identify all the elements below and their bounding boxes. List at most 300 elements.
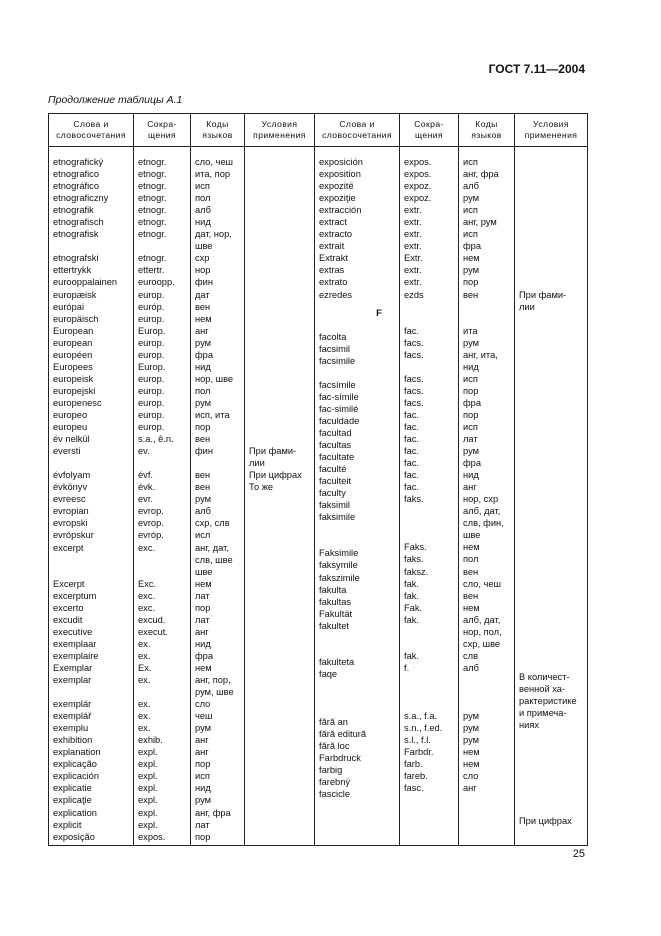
cell-line: рум	[195, 494, 212, 505]
cell-line: explicaţie	[53, 795, 92, 806]
cell-line: Farbdruck	[319, 753, 361, 764]
cell-line: фра	[463, 458, 481, 469]
cell-line: extr.	[404, 229, 422, 240]
cell-line: Extr.	[404, 253, 423, 264]
cell-line: рум	[463, 711, 480, 722]
right-codes-f	[463, 325, 514, 795]
cell-line: алб	[463, 181, 479, 192]
cell-line	[53, 240, 133, 252]
cell-line: пор	[463, 385, 479, 396]
cell-line	[404, 698, 458, 710]
cell-line	[319, 644, 399, 656]
cell-line: fac.	[404, 325, 419, 336]
cell-line: анг	[463, 783, 477, 794]
abbreviation-table	[48, 113, 588, 846]
cell-line: алб	[195, 205, 211, 216]
cell-line: пор	[195, 831, 211, 842]
cell-line: слв, шве	[195, 554, 233, 565]
cell-line: При фами-	[519, 290, 567, 300]
cell-line: анг, фра	[195, 807, 231, 818]
right-abbreviations-column	[400, 156, 459, 845]
cell-line	[53, 457, 133, 469]
cell-line: facs.	[404, 373, 424, 384]
cell-line	[404, 686, 458, 698]
cell-line: вен	[463, 590, 479, 601]
cell-line: executive	[53, 626, 93, 637]
right-abbrs-e	[404, 156, 458, 301]
cell-line: extract	[319, 217, 347, 228]
cell-line: etnografický	[53, 157, 104, 167]
cell-line: expos.	[404, 157, 432, 167]
cell-line: eurоopp.	[138, 277, 175, 288]
cell-line: etnografik	[53, 205, 94, 216]
cell-line: рум	[463, 723, 480, 734]
cell-line: faks.	[404, 494, 424, 505]
cell-line: farb.	[404, 759, 423, 770]
cell-line	[319, 367, 399, 379]
cell-line: európai	[53, 301, 85, 312]
cell-line: нем	[195, 578, 212, 589]
cell-line: etnogr.	[138, 157, 167, 167]
cell-line: сло	[195, 699, 211, 710]
cell-line: etnografico	[53, 169, 99, 180]
cell-line: рум	[195, 723, 212, 734]
cell-line: сло	[463, 771, 479, 782]
cell-line: ettertr.	[138, 265, 165, 276]
cell-line: ex.	[138, 711, 151, 722]
cell-line: анг, ита,	[463, 349, 498, 360]
cell-line: exemplaire	[53, 650, 99, 661]
cell-line	[319, 704, 399, 716]
cell-line: europ.	[138, 313, 165, 324]
cell-line: фра	[463, 241, 481, 252]
cell-line: europäisch	[53, 313, 99, 324]
left-codes-column	[191, 156, 245, 845]
cell-line: facsimile	[319, 355, 356, 366]
cell-line: s.l., f.l.	[404, 735, 431, 746]
cell-line: нид	[463, 361, 479, 372]
cell-line: fak.	[404, 650, 419, 661]
cell-line: excerptum	[53, 590, 97, 601]
cell-line: europ.	[138, 422, 165, 433]
cell-line: etnogr.	[138, 253, 167, 264]
cell-line: нем	[195, 662, 212, 673]
cell-line: facs.	[404, 349, 424, 360]
cell-line	[404, 517, 458, 529]
cell-line: fac.	[404, 433, 419, 444]
cell-line: fasc.	[404, 783, 424, 794]
cell-line	[463, 698, 514, 710]
cell-line: faks.	[404, 554, 424, 565]
cell-line: ex.	[138, 723, 151, 734]
cell-line: exc.	[138, 590, 156, 601]
cell-line: схр, слв	[195, 518, 230, 529]
cell-line: Extrakt	[319, 253, 348, 264]
cell-line: fac.	[404, 458, 419, 469]
cell-line: fac.	[404, 470, 419, 481]
cell-line: exemplu	[53, 723, 89, 734]
right-conditions-column	[515, 156, 588, 845]
right-conditions-f1	[519, 671, 587, 731]
cell-line: fak.	[404, 590, 419, 601]
cell-line: ита	[463, 325, 478, 336]
cell-line: expl.	[138, 807, 158, 818]
cell-line: etnografisch	[53, 217, 104, 228]
cell-line: excud.	[138, 614, 166, 625]
cell-line: fac.	[404, 421, 419, 432]
cell-line: фин	[195, 277, 213, 288]
cell-line: ex.	[138, 699, 151, 710]
cell-line: рум	[195, 337, 212, 348]
cell-line: etnogr.	[138, 181, 167, 192]
cell-line: анг, дат,	[195, 542, 229, 553]
cell-line: faksimil	[319, 500, 350, 511]
right-words-e	[319, 156, 399, 301]
cell-line: etnográfico	[53, 181, 99, 192]
cell-line: evreesc	[53, 494, 86, 505]
cell-line: fără loc	[319, 741, 350, 752]
cell-line: facsímile	[319, 379, 356, 390]
right-abbrs-f	[404, 325, 458, 795]
cell-line: пор	[195, 422, 211, 433]
cell-line: алб	[463, 662, 479, 673]
cell-line: венной ха-	[519, 684, 566, 695]
cell-line: нем	[463, 253, 480, 264]
cell-line: expoz.	[404, 181, 432, 192]
cell-line: фин	[195, 446, 213, 457]
cell-line: farebný	[319, 777, 351, 788]
cell-line: europ.	[138, 373, 165, 384]
cell-line: europæisk	[53, 289, 97, 300]
cell-line	[138, 457, 190, 469]
cell-line: схр, шве	[463, 638, 501, 649]
cell-line: exemplár	[53, 699, 92, 710]
cell-line: europeo	[53, 409, 88, 420]
cell-line: рум	[463, 265, 480, 276]
cell-line: european	[53, 337, 93, 348]
cell-line: europeisk	[53, 373, 94, 384]
cell-line: слв	[463, 650, 479, 661]
cell-line: При цифрах	[519, 816, 572, 827]
cell-line: рум	[463, 193, 480, 204]
cell-line: дат	[195, 289, 210, 300]
cell-line: etnogr.	[138, 169, 167, 180]
cell-line: ettertrykk	[53, 265, 92, 276]
cell-line: faksimile	[319, 512, 356, 523]
cell-line	[138, 554, 190, 566]
cell-line: При цифрах	[249, 470, 302, 481]
cell-line	[195, 457, 244, 469]
cell-line: анг, пор,	[195, 675, 231, 686]
cell-line: facultad	[319, 427, 352, 438]
cell-line: лат	[463, 433, 478, 444]
cell-line: etnografski	[53, 253, 99, 264]
cell-line: нем	[463, 542, 480, 553]
cell-line: лат	[195, 819, 210, 830]
cell-line: fac.	[404, 446, 419, 457]
cell-line: нем	[463, 602, 480, 613]
cell-line: пол	[195, 193, 211, 204]
cell-line: fac.	[404, 409, 419, 420]
cell-line: fac-similé	[319, 403, 359, 414]
cell-line: анг	[195, 626, 209, 637]
cell-line: сло, чеш	[463, 578, 501, 589]
cell-line: анг	[195, 735, 209, 746]
cell-line: exposición	[319, 157, 363, 167]
cell-line: fareb.	[404, 771, 428, 782]
cell-line: extr.	[404, 277, 422, 288]
cell-line: Europ.	[138, 361, 166, 372]
cell-line: f.	[404, 662, 410, 673]
cell-line: рум, шве	[195, 687, 234, 698]
cell-line: facultate	[319, 452, 355, 463]
cell-line: пор	[463, 277, 479, 288]
cell-line: фра	[195, 349, 213, 360]
cell-line: expl.	[138, 759, 158, 770]
cell-line: То же	[249, 482, 274, 493]
cell-line: Faksimile	[319, 548, 359, 559]
cell-line: expos.	[404, 169, 432, 180]
cell-line: europ.	[138, 289, 165, 300]
table-header-row	[49, 114, 588, 147]
cell-line: fără editură	[319, 729, 367, 740]
cell-line: exc.	[138, 542, 156, 553]
cell-line: europ.	[138, 385, 165, 396]
cell-line: рум	[463, 337, 480, 348]
cell-line	[404, 626, 458, 638]
cell-line: рум	[195, 397, 212, 408]
cell-line: faculteit	[319, 476, 352, 487]
cell-line: fakulta	[319, 584, 347, 595]
cell-line: fakultas	[319, 596, 352, 607]
right-conditions-e	[519, 289, 587, 313]
cell-line: extr.	[404, 205, 422, 216]
cell-line: нид	[195, 638, 211, 649]
cell-line: пор	[463, 409, 479, 420]
cell-line: évk.	[138, 482, 156, 493]
cell-line: Ex.	[138, 662, 152, 673]
cell-line: шве	[195, 566, 213, 577]
cell-line: expozitë	[319, 181, 354, 192]
cell-line: ита, пор	[195, 169, 231, 180]
cell-line: etnogr.	[138, 217, 167, 228]
header-words-right: Слова и словосочетания	[315, 114, 400, 147]
cell-line: исп	[463, 373, 478, 384]
cell-line: вен	[195, 482, 211, 493]
cell-line: исп	[195, 771, 210, 782]
cell-line: нем	[463, 747, 480, 758]
cell-line: нор	[195, 265, 211, 276]
cell-line: explication	[53, 807, 97, 818]
cell-line: etnograficzny	[53, 193, 109, 204]
cell-line: faqe	[319, 668, 338, 679]
cell-line: facs.	[404, 385, 424, 396]
cell-line: europenesc	[53, 397, 102, 408]
cell-line: алб	[195, 506, 211, 517]
cell-line: ezredes	[319, 289, 353, 300]
cell-line: fakszimile	[319, 572, 360, 583]
cell-line	[53, 554, 133, 566]
cell-line: вен	[463, 289, 479, 300]
cell-line	[404, 674, 458, 686]
cell-line: faculty	[319, 488, 346, 499]
cell-line: facs.	[404, 397, 424, 408]
left-abbreviations-column	[134, 156, 191, 845]
cell-line: пор	[195, 759, 211, 770]
cell-line: exemplaar	[53, 638, 97, 649]
cell-line: исп	[463, 205, 478, 216]
cell-line: explicatie	[53, 783, 92, 794]
cell-line: exhib.	[138, 735, 163, 746]
cell-line: évf.	[138, 470, 153, 481]
cell-line: expl.	[138, 819, 158, 830]
cell-line: fac.	[404, 482, 419, 493]
cell-line: fascicle	[319, 789, 351, 800]
cell-line: анг, рум	[463, 217, 497, 228]
cell-line: exemplar	[53, 675, 92, 686]
cell-line: вен	[195, 301, 211, 312]
cell-line: eurooppalainen	[53, 277, 118, 288]
cell-line: extr.	[404, 241, 422, 252]
cell-line	[319, 692, 399, 704]
cell-line	[463, 674, 514, 686]
cell-line: Faks.	[404, 542, 427, 553]
cell-line: фра	[195, 650, 213, 661]
cell-line: europ.	[138, 409, 165, 420]
cell-line: evr.	[138, 494, 153, 505]
table-caption: Продолжение таблицы А.1	[48, 94, 183, 106]
cell-line: excudit	[53, 614, 83, 625]
cell-line: s.n., f.ed.	[404, 723, 443, 734]
cell-line: evrop.	[138, 518, 164, 529]
cell-line: исп	[463, 421, 478, 432]
cell-line	[138, 566, 190, 578]
cell-line: ex.	[138, 650, 151, 661]
cell-line: eversti	[53, 446, 81, 457]
cell-line: ex.	[138, 675, 151, 686]
cell-line: нид	[195, 217, 211, 228]
cell-line: expl.	[138, 747, 158, 758]
cell-line: исп, ита	[195, 409, 230, 420]
cell-line: facolta	[319, 331, 347, 342]
cell-line: faksz.	[404, 566, 429, 577]
cell-line: excerto	[53, 602, 84, 613]
cell-line: explicit	[53, 819, 82, 830]
cell-line: s.a., ê.n.	[138, 434, 174, 445]
cell-line: слв, фин,	[463, 518, 504, 529]
cell-line: extracto	[319, 229, 353, 240]
cell-line	[319, 632, 399, 644]
cell-line: пол	[195, 385, 211, 396]
cell-line	[53, 566, 133, 578]
cell-line: execut.	[138, 626, 168, 637]
cell-line	[53, 686, 133, 698]
header-words-left: Слова и словосочетания	[49, 114, 134, 147]
cell-line: исп	[463, 157, 478, 167]
cell-line: исл	[195, 530, 211, 541]
cell-line: ниях	[519, 720, 540, 731]
cell-line: Fakultät	[319, 608, 353, 619]
cell-line: europejski	[53, 385, 96, 396]
cell-line: схр	[195, 253, 210, 264]
cell-line: evróp.	[138, 530, 164, 541]
cell-line: рум	[195, 795, 212, 806]
cell-line: extr.	[404, 265, 422, 276]
cell-line: évfolyam	[53, 470, 91, 481]
cell-line: exhibition	[53, 735, 93, 746]
cell-line: expoz.	[404, 193, 432, 204]
cell-line: лат	[195, 590, 210, 601]
cell-line: шве	[463, 530, 481, 541]
cell-line: нид	[195, 783, 211, 794]
cell-line: нид	[463, 470, 479, 481]
cell-line: europ.	[138, 397, 165, 408]
cell-line: expl.	[138, 795, 158, 806]
cell-line: facultas	[319, 439, 352, 450]
right-codes-column	[459, 156, 515, 845]
cell-line: européen	[53, 349, 93, 360]
cell-line: evrópskur	[53, 530, 94, 541]
cell-line: и примеча-	[519, 708, 567, 719]
header-abbr-left: Сокра- щения	[134, 114, 191, 147]
cell-line: fakultet	[319, 620, 349, 631]
cell-line: нор, шве	[195, 373, 234, 384]
cell-line: europ.	[138, 349, 165, 360]
cell-line: fac-símile	[319, 391, 359, 402]
right-conditions-f2	[519, 815, 587, 827]
cell-line: explanation	[53, 747, 101, 758]
cell-line: evropski	[53, 518, 88, 529]
cell-line: év nelkül	[53, 434, 90, 445]
cell-line: нид	[195, 361, 211, 372]
cell-line: expl.	[138, 771, 158, 782]
cell-line: лат	[195, 614, 210, 625]
document-id: ГОСТ 7.11—2004	[488, 62, 585, 76]
cell-line: evropian	[53, 506, 89, 517]
cell-line: вен	[195, 434, 211, 445]
cell-line: алб, дат,	[463, 614, 501, 625]
cell-line: Fak.	[404, 602, 423, 613]
cell-line: europ.	[138, 337, 165, 348]
cell-line: facsimil	[319, 343, 350, 354]
cell-line: анг	[195, 747, 209, 758]
cell-line: рум	[463, 735, 480, 746]
cell-line: faksymile	[319, 560, 358, 571]
cell-line: extrait	[319, 241, 345, 252]
left-conditions-column	[245, 156, 315, 845]
cell-line: исп	[463, 229, 478, 240]
cell-line: рактеристике	[519, 696, 577, 707]
cell-line: При фами-	[249, 446, 297, 456]
cell-line: Europ.	[138, 325, 166, 336]
cell-line: évkönyv	[53, 482, 88, 493]
cell-line: рум	[463, 446, 480, 457]
cell-line	[404, 638, 458, 650]
header-abbr-right: Сокра- щения	[400, 114, 459, 147]
cell-line: нем	[463, 759, 480, 770]
cell-line: чеш	[195, 711, 213, 722]
cell-line	[319, 680, 399, 692]
cell-line	[319, 523, 399, 535]
cell-line: анг	[463, 482, 477, 493]
cell-line: Farbdr.	[404, 747, 434, 758]
cell-line	[138, 240, 190, 252]
header-codes-right: Коды языков	[459, 114, 515, 147]
cell-line: exposição	[53, 831, 95, 842]
cell-line: europeu	[53, 422, 88, 433]
cell-line: etnografisk	[53, 229, 99, 240]
cell-line: etnogr.	[138, 205, 167, 216]
